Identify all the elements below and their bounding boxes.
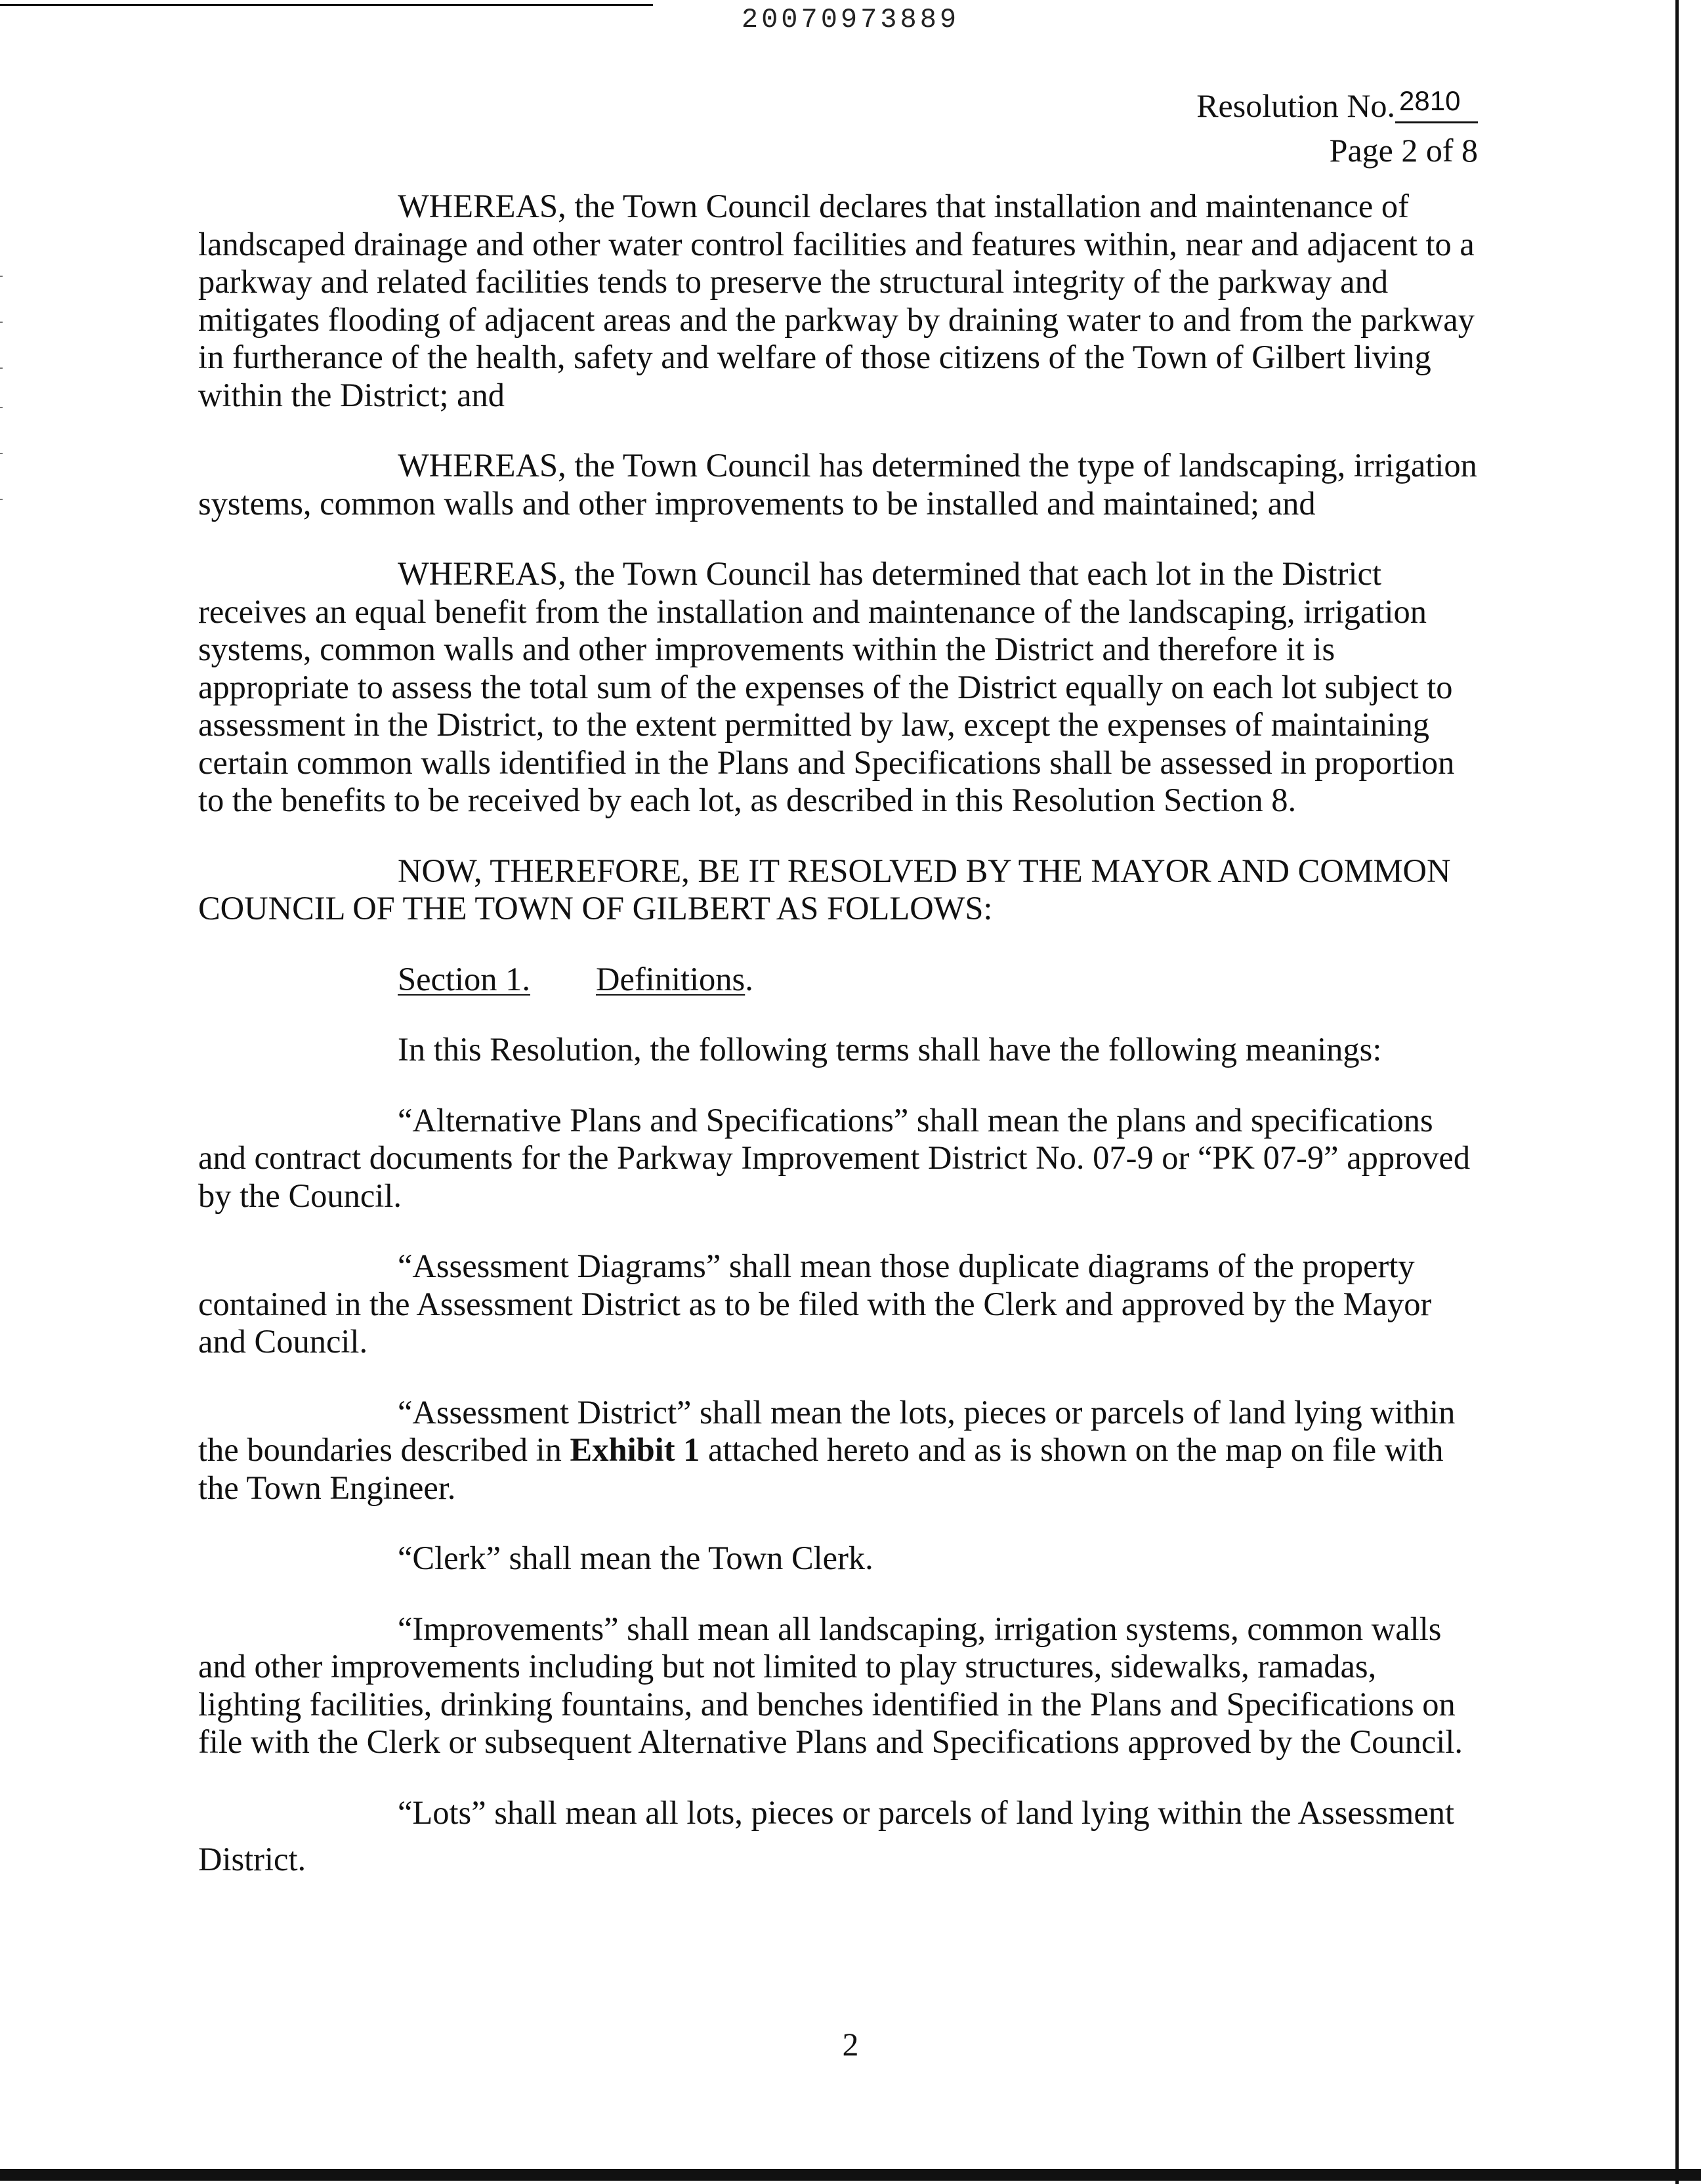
scan-edge-mark: [0, 322, 3, 323]
resolution-body: [198, 188, 1484, 1879]
definition-improvements: “Improvements” shall mean all landscaping, irrigation systems, common walls and other improvements including but not limited to play structures, sidewalks, ramadas, lighting facilities, drinking fountains, and benches identified in the Plans and Specifications on file with the Clerk or subsequent Alternative Plans and Specifications approved by the Council.: [198, 1610, 1463, 1760]
section-number: Section 1.: [398, 960, 530, 998]
section-heading: [198, 961, 1484, 999]
section-title: Definitions: [595, 960, 746, 998]
resolution-number: 2810: [1395, 81, 1478, 123]
definition-assessment-diagrams: “Assessment Diagrams” shall mean those duplicate diagrams of the property contained in the Assessment District as to be filed with the Clerk and approved by the Mayor and Council.: [198, 1248, 1432, 1360]
resolution-line: [1196, 85, 1478, 130]
definition-assessment-district: [198, 1394, 1484, 1507]
definition-clerk: “Clerk” shall mean the Town Clerk.: [398, 1540, 873, 1576]
definition-lots-line-2: District.: [198, 1841, 306, 1878]
bottom-scan-edge: [0, 2169, 1701, 2181]
whereas-paragraph-1: WHEREAS, the Town Council declares that installation and maintenance of landscaped drainage and other water control facilities and features within, near and adjacent to a parkway and related facilities tends to preserve the structural integrity of the parkway and mitigates flooding of adjacent areas and the parkway by draining water to and from the parkway in furtherance of the health, safety and welfare of those citizens of the Town of Gilbert living within the District; and: [198, 188, 1475, 413]
whereas-paragraph-2: WHEREAS, the Town Council has determined the type of landscaping, irrigation systems, common walls and other improvements to be installed and maintained; and: [198, 447, 1477, 522]
whereas-paragraph-3: WHEREAS, the Town Council has determined that each lot in the District receives an equal benefit from the installation and maintenance of the landscaping, irrigation systems, common walls and other improvements within the District and therefore it is appropriate to assess the total sum of the expenses of the District equally on each lot subject to assessment in the District, to the extent permitted by law, except the expenses of maintaining certain common walls identified in the Plans and Specifications shall be assessed in proportion to the benefits to be received by each lot, as described in this Resolution Section 8.: [198, 555, 1455, 818]
scan-edge-mark: [0, 276, 3, 277]
right-scan-edge: [1675, 0, 1679, 2184]
definitions-intro: In this Resolution, the following terms shall have the following meanings:: [398, 1031, 1382, 1068]
scan-edge-mark: [0, 453, 3, 454]
section-title-period: .: [745, 960, 753, 998]
definition-district-text-end: attached hereto and as is shown on the map on file with the Town Engineer.: [198, 1431, 1444, 1506]
definition-alternative-plans: “Alternative Plans and Specifications” shall mean the plans and specifications and contract documents for the Parkway Improvement District No. 07-9 or “PK 07-9” approved by the Council.: [198, 1101, 1471, 1214]
resolved-clause: NOW, THEREFORE, BE IT RESOLVED BY THE MAYOR AND COMMON COUNCIL OF THE TOWN OF GILBERT AS FOLLOWS:: [198, 852, 1451, 927]
definition-lots-line-1: “Lots” shall mean all lots, pieces or parcels of land lying within the Assessment: [398, 1794, 1455, 1831]
scan-edge-mark: [0, 368, 3, 369]
recording-number: 20070973889: [741, 4, 960, 35]
definition-district-text: “Assessment District” shall mean the lots, pieces or parcels of land lying within the boundaries described in: [198, 1393, 1456, 1468]
page-number: 2: [842, 2026, 859, 2063]
scan-edge-mark: [0, 407, 3, 408]
exhibit-reference: Exhibit 1: [570, 1431, 700, 1468]
page-of-label: Page 2 of 8: [1329, 132, 1478, 169]
definition-lots: [198, 1794, 1484, 1879]
scan-edge-mark: [0, 499, 3, 500]
resolution-header: [1196, 85, 1478, 171]
resolution-label: Resolution No.: [1196, 87, 1395, 124]
